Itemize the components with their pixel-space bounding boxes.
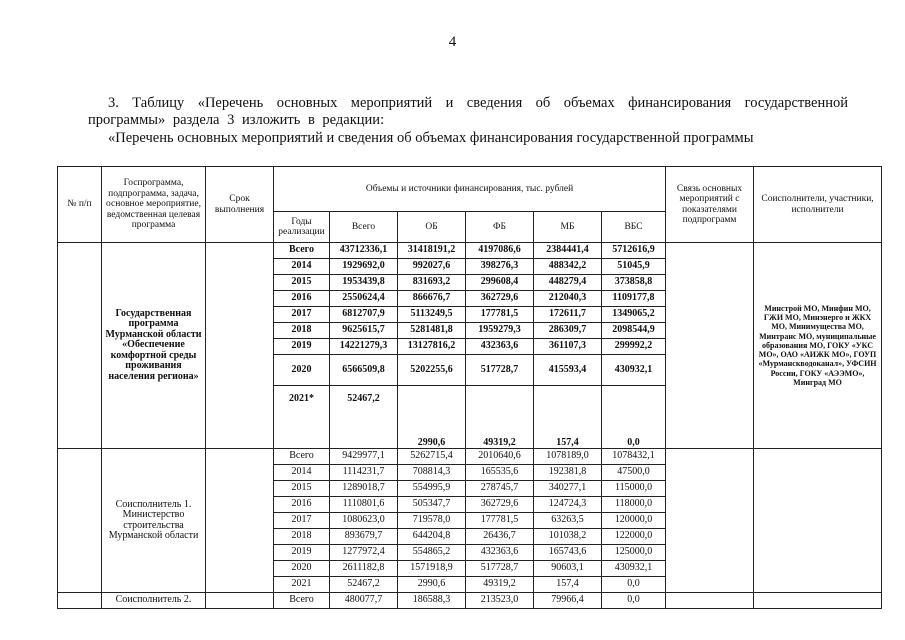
cell-mb: 157,4 bbox=[534, 386, 602, 449]
section3-program-name: Соисполнитель 2. bbox=[102, 593, 206, 609]
cell-mb: 415593,4 bbox=[534, 355, 602, 386]
cell-vbs: 0,0 bbox=[602, 577, 666, 593]
cell-mb: 172611,7 bbox=[534, 307, 602, 323]
financing-table bbox=[57, 166, 882, 609]
cell-total: 52467,2 bbox=[330, 386, 398, 449]
header-coexec: Соисполнители, участники, исполнители bbox=[754, 167, 882, 243]
cell-total: 480077,7 bbox=[330, 593, 398, 609]
cell-fb: 398276,3 bbox=[466, 259, 534, 275]
cell-fb: 362729,6 bbox=[466, 497, 534, 513]
cell-ob: 719578,0 bbox=[398, 513, 466, 529]
cell-vbs: 0,0 bbox=[602, 386, 666, 449]
cell-year: 2018 bbox=[274, 529, 330, 545]
cell-mb: 157,4 bbox=[534, 577, 602, 593]
cell-ob: 2990,6 bbox=[398, 386, 466, 449]
cell-year: 2018 bbox=[274, 323, 330, 339]
cell-year: 2020 bbox=[274, 355, 330, 386]
cell-ob: 5113249,5 bbox=[398, 307, 466, 323]
cell-mb: 212040,3 bbox=[534, 291, 602, 307]
cell-vbs: 373858,8 bbox=[602, 275, 666, 291]
cell-mb: 192381,8 bbox=[534, 465, 602, 481]
cell-ob: 866676,7 bbox=[398, 291, 466, 307]
intro-paragraph: 3. Таблицу «Перечень основных мероприятий и сведения об объемах финансирования государственной программы» раздела 3 изложить в редакции: bbox=[88, 95, 848, 128]
header-term: Срок выполнения bbox=[206, 167, 274, 243]
cell-ob: 1571918,9 bbox=[398, 561, 466, 577]
cell-mb: 124724,3 bbox=[534, 497, 602, 513]
cell-vbs: 115000,0 bbox=[602, 481, 666, 497]
cell-fb: 177781,5 bbox=[466, 513, 534, 529]
header-years: Годы реализации bbox=[274, 212, 330, 243]
cell-mb: 488342,2 bbox=[534, 259, 602, 275]
section2-term bbox=[206, 449, 274, 593]
section1-link bbox=[666, 243, 754, 449]
cell-fb: 2010640,6 bbox=[466, 449, 534, 465]
cell-year: 2015 bbox=[274, 275, 330, 291]
cell-vbs: 51045,9 bbox=[602, 259, 666, 275]
cell-year: 2017 bbox=[274, 513, 330, 529]
cell-fb: 299608,4 bbox=[466, 275, 534, 291]
cell-year: 2019 bbox=[274, 545, 330, 561]
cell-total: 43712336,1 bbox=[330, 243, 398, 259]
cell-mb: 448279,4 bbox=[534, 275, 602, 291]
cell-year: 2015 bbox=[274, 481, 330, 497]
cell-vbs: 1349065,2 bbox=[602, 307, 666, 323]
cell-fb: 432363,6 bbox=[466, 545, 534, 561]
table-title: «Перечень основных мероприятий и сведения об объемах финансирования государственной программы bbox=[108, 130, 754, 146]
cell-year: 2016 bbox=[274, 291, 330, 307]
section3-coexecutors bbox=[754, 593, 882, 609]
cell-vbs: 430932,1 bbox=[602, 355, 666, 386]
cell-ob: 186588,3 bbox=[398, 593, 466, 609]
cell-total: 2550624,4 bbox=[330, 291, 398, 307]
cell-total: 52467,2 bbox=[330, 577, 398, 593]
cell-ob: 5262715,4 bbox=[398, 449, 466, 465]
cell-vbs: 122000,0 bbox=[602, 529, 666, 545]
cell-vbs: 120000,0 bbox=[602, 513, 666, 529]
cell-ob: 708814,3 bbox=[398, 465, 466, 481]
section1-term bbox=[206, 243, 274, 449]
cell-year: 2021* bbox=[274, 386, 330, 449]
header-financing: Объемы и источники финансирования, тыс. рублей bbox=[274, 167, 666, 212]
cell-year: 2021 bbox=[274, 577, 330, 593]
row-num bbox=[58, 593, 102, 609]
cell-mb: 79966,4 bbox=[534, 593, 602, 609]
cell-ob: 554995,9 bbox=[398, 481, 466, 497]
cell-fb: 49319,2 bbox=[466, 577, 534, 593]
cell-total: 1080623,0 bbox=[330, 513, 398, 529]
cell-fb: 278745,7 bbox=[466, 481, 534, 497]
cell-fb: 517728,7 bbox=[466, 561, 534, 577]
cell-mb: 165743,6 bbox=[534, 545, 602, 561]
cell-year: 2014 bbox=[274, 259, 330, 275]
header-mb: МБ bbox=[534, 212, 602, 243]
cell-year: 2016 bbox=[274, 497, 330, 513]
header-num: № п/п bbox=[58, 167, 102, 243]
cell-year: 2020 bbox=[274, 561, 330, 577]
cell-ob: 505347,7 bbox=[398, 497, 466, 513]
cell-total: 893679,7 bbox=[330, 529, 398, 545]
cell-ob: 13127816,2 bbox=[398, 339, 466, 355]
cell-year: 2014 bbox=[274, 465, 330, 481]
cell-mb: 361107,3 bbox=[534, 339, 602, 355]
cell-total: 1114231,7 bbox=[330, 465, 398, 481]
cell-total: 6812707,9 bbox=[330, 307, 398, 323]
cell-vbs: 1109177,8 bbox=[602, 291, 666, 307]
cell-total: 1277972,4 bbox=[330, 545, 398, 561]
cell-ob: 644204,8 bbox=[398, 529, 466, 545]
cell-year: 2017 bbox=[274, 307, 330, 323]
section3-term bbox=[206, 593, 274, 609]
header-ob: ОБ bbox=[398, 212, 466, 243]
header-total: Всего bbox=[330, 212, 398, 243]
cell-fb: 26436,7 bbox=[466, 529, 534, 545]
cell-vbs: 299992,2 bbox=[602, 339, 666, 355]
cell-year: Всего bbox=[274, 449, 330, 465]
cell-year: Всего bbox=[274, 593, 330, 609]
cell-fb: 362729,6 bbox=[466, 291, 534, 307]
cell-fb: 213523,0 bbox=[466, 593, 534, 609]
cell-fb: 4197086,6 bbox=[466, 243, 534, 259]
row-num bbox=[58, 243, 102, 449]
cell-ob: 5281481,8 bbox=[398, 323, 466, 339]
section3-link bbox=[666, 593, 754, 609]
cell-fb: 177781,5 bbox=[466, 307, 534, 323]
page-number: 4 bbox=[448, 34, 457, 50]
cell-total: 2611182,8 bbox=[330, 561, 398, 577]
cell-fb: 165535,6 bbox=[466, 465, 534, 481]
cell-ob: 31418191,2 bbox=[398, 243, 466, 259]
cell-total: 1929692,0 bbox=[330, 259, 398, 275]
cell-ob: 2990,6 bbox=[398, 577, 466, 593]
section2-program-name: Соисполнитель 1. Министерство строительства Мурманской области bbox=[102, 449, 206, 593]
cell-mb: 1078189,0 bbox=[534, 449, 602, 465]
cell-mb: 340277,1 bbox=[534, 481, 602, 497]
cell-year: Всего bbox=[274, 243, 330, 259]
cell-mb: 90603,1 bbox=[534, 561, 602, 577]
cell-vbs: 47500,0 bbox=[602, 465, 666, 481]
cell-vbs: 0,0 bbox=[602, 593, 666, 609]
cell-total: 9429977,1 bbox=[330, 449, 398, 465]
cell-vbs: 2098544,9 bbox=[602, 323, 666, 339]
cell-vbs: 5712616,9 bbox=[602, 243, 666, 259]
section2-link bbox=[666, 449, 754, 593]
cell-total: 1289018,7 bbox=[330, 481, 398, 497]
cell-vbs: 118000,0 bbox=[602, 497, 666, 513]
cell-mb: 101038,2 bbox=[534, 529, 602, 545]
section2-coexecutors bbox=[754, 449, 882, 593]
cell-vbs: 1078432,1 bbox=[602, 449, 666, 465]
cell-ob: 554865,2 bbox=[398, 545, 466, 561]
cell-ob: 992027,6 bbox=[398, 259, 466, 275]
header-fb: ФБ bbox=[466, 212, 534, 243]
cell-fb: 517728,7 bbox=[466, 355, 534, 386]
cell-mb: 2384441,4 bbox=[534, 243, 602, 259]
cell-year: 2019 bbox=[274, 339, 330, 355]
cell-total: 14221279,3 bbox=[330, 339, 398, 355]
cell-total: 9625615,7 bbox=[330, 323, 398, 339]
cell-mb: 286309,7 bbox=[534, 323, 602, 339]
header-link: Связь основных мероприятий с показателями подпрограмм bbox=[666, 167, 754, 243]
cell-fb: 432363,6 bbox=[466, 339, 534, 355]
cell-total: 1953439,8 bbox=[330, 275, 398, 291]
row-num bbox=[58, 449, 102, 593]
cell-total: 1110801,6 bbox=[330, 497, 398, 513]
section1-coexecutors: Минстрой МО, Минфин МО, ГЖИ МО, Минэнерго и ЖКХ МО, Минимущества МО, Минтранс МО, муниципальные образования МО, ГОКУ «УКС МО», ОАО «АИЖК МО», ГОУП «Мурманскводоканал», УФСИН России, ГОКУ «АЭЭМО», Минград МО bbox=[754, 243, 882, 449]
cell-ob: 831693,2 bbox=[398, 275, 466, 291]
section1-program-name: Государственная программа Мурманской области «Обеспечение комфортной среды проживания населения региона» bbox=[102, 243, 206, 449]
cell-fb: 1959279,3 bbox=[466, 323, 534, 339]
cell-fb: 49319,2 bbox=[466, 386, 534, 449]
cell-vbs: 430932,1 bbox=[602, 561, 666, 577]
header-program: Госпрограмма, подпрограмма, задача, основное мероприятие, ведомственная целевая программа bbox=[102, 167, 206, 243]
cell-mb: 63263,5 bbox=[534, 513, 602, 529]
cell-ob: 5202255,6 bbox=[398, 355, 466, 386]
header-vbs: ВБС bbox=[602, 212, 666, 243]
cell-vbs: 125000,0 bbox=[602, 545, 666, 561]
cell-total: 6566509,8 bbox=[330, 355, 398, 386]
